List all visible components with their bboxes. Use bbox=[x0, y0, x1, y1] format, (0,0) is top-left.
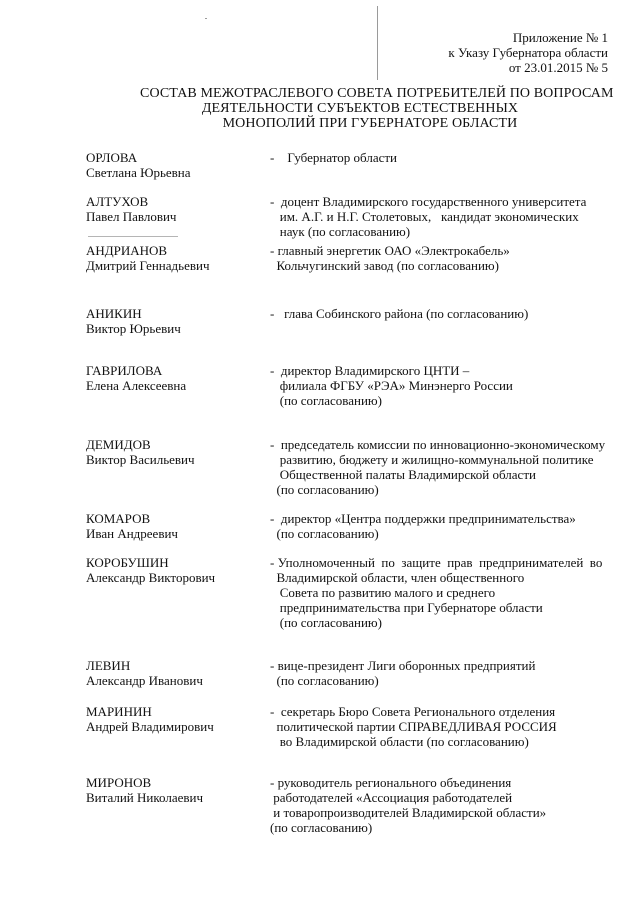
member-name bbox=[86, 658, 276, 688]
member-surname: КОРОБУШИН bbox=[86, 555, 169, 570]
member-role-line: - председатель комиссии по инновационно-экономическому bbox=[270, 437, 606, 452]
member-name bbox=[86, 704, 276, 734]
member-role bbox=[270, 363, 622, 408]
member-role-line: - главный энергетик ОАО «Электрокабель» bbox=[270, 243, 510, 258]
member-role-line: и товаропроизводителей Владимирской области» bbox=[270, 805, 547, 820]
member-surname: МИРОНОВ bbox=[86, 775, 152, 790]
title-line: МОНОПОЛИЙ ПРИ ГУБЕРНАТОРЕ ОБЛАСТИ bbox=[222, 116, 518, 131]
member-role-line: Кольчугинский завод (по согласованию) bbox=[270, 258, 499, 273]
member-name bbox=[86, 775, 276, 805]
member-role-line: наук (по согласованию) bbox=[270, 224, 411, 239]
member-name bbox=[86, 150, 276, 180]
member-role-line: (по согласованию) bbox=[270, 393, 382, 408]
member-role-line: - руководитель регионального объединения bbox=[270, 775, 512, 790]
member-role bbox=[270, 775, 622, 835]
member-surname: ГАВРИЛОВА bbox=[86, 363, 163, 378]
member-role-line: - Губернатор области bbox=[270, 150, 397, 165]
member-role bbox=[270, 150, 622, 165]
member-role-line: - доцент Владимирского государственного университета bbox=[270, 194, 587, 209]
member-given-name: Иван Андреевич bbox=[86, 526, 178, 541]
appendix-line: от 23.01.2015 № 5 bbox=[508, 60, 608, 75]
member-role-line: филиала ФГБУ «РЭА» Минэнерго России bbox=[270, 378, 513, 393]
member-role-line: Владимирской области, член общественного bbox=[270, 570, 525, 585]
member-role-line: (по согласованию) bbox=[270, 673, 379, 688]
member-given-name: Виталий Николаевич bbox=[86, 790, 203, 805]
member-name bbox=[86, 243, 276, 273]
member-role-line: - вице-президент Лиги оборонных предприятий bbox=[270, 658, 536, 673]
scan-artifact-dot bbox=[205, 18, 207, 19]
title-line: ДЕЯТЕЛЬНОСТИ СУБЪЕКТОВ ЕСТЕСТВЕННЫХ bbox=[201, 101, 519, 116]
member-role bbox=[270, 437, 622, 497]
member-role bbox=[270, 555, 622, 630]
member-surname: ЛЕВИН bbox=[86, 658, 131, 673]
member-role bbox=[270, 511, 622, 541]
member-given-name: Александр Викторович bbox=[86, 570, 216, 585]
scan-artifact-dash bbox=[88, 236, 178, 237]
member-role-line: (по согласованию) bbox=[270, 482, 379, 497]
member-role-line: - глава Собинского района (по согласованию) bbox=[270, 306, 529, 321]
member-given-name: Виктор Юрьевич bbox=[86, 321, 181, 336]
member-role-line: развитию, бюджету и жилищно-коммунальной политике bbox=[270, 452, 594, 467]
member-given-name: Дмитрий Геннадьевич bbox=[86, 258, 210, 273]
member-name bbox=[86, 555, 276, 585]
member-surname: ОРЛОВА bbox=[86, 150, 138, 165]
scan-artifact-line bbox=[377, 6, 378, 80]
member-name bbox=[86, 437, 276, 467]
appendix-line: к Указу Губернатора области bbox=[448, 45, 608, 60]
member-role-line: Совета по развитию малого и среднего bbox=[270, 585, 496, 600]
member-surname: АНИКИН bbox=[86, 306, 142, 321]
member-role-line: - Уполномоченный по защите прав предпринимателей во bbox=[270, 555, 603, 570]
member-role bbox=[270, 658, 622, 688]
document-title bbox=[140, 86, 614, 131]
member-role-line: - директор «Центра поддержки предпринимательства» bbox=[270, 511, 576, 526]
member-role-line: (по согласованию) bbox=[270, 820, 373, 835]
member-role-line: - секретарь Бюро Совета Регионального отделения bbox=[270, 704, 556, 719]
member-name bbox=[86, 363, 276, 393]
member-given-name: Павел Павлович bbox=[86, 209, 177, 224]
member-surname: АНДРИАНОВ bbox=[86, 243, 168, 258]
member-role bbox=[270, 306, 622, 321]
member-given-name: Александр Иванович bbox=[86, 673, 203, 688]
member-role-line: работодателей «Ассоциация работодателей bbox=[270, 790, 513, 805]
member-given-name: Андрей Владимирович bbox=[86, 719, 214, 734]
member-role-line: - директор Владимирского ЦНТИ – bbox=[270, 363, 470, 378]
member-role-line: во Владимирской области (по согласованию) bbox=[270, 734, 529, 749]
member-role bbox=[270, 704, 622, 749]
member-name bbox=[86, 194, 276, 224]
member-role-line: им. А.Г. и Н.Г. Столетовых, кандидат экономических bbox=[270, 209, 579, 224]
member-surname: ДЕМИДОВ bbox=[86, 437, 151, 452]
title-line: СОСТАВ МЕЖОТРАСЛЕВОГО СОВЕТА ПОТРЕБИТЕЛЕЙ ПО ВОПРОСАМ bbox=[140, 86, 614, 101]
member-given-name: Елена Алексеевна bbox=[86, 378, 187, 393]
member-role-line: (по согласованию) bbox=[270, 615, 382, 630]
member-given-name: Виктор Васильевич bbox=[86, 452, 195, 467]
member-surname: МАРИНИН bbox=[86, 704, 152, 719]
appendix-header bbox=[398, 30, 608, 75]
member-surname: АЛТУХОВ bbox=[86, 194, 149, 209]
member-role-line: политической партии СПРАВЕДЛИВАЯ РОССИЯ bbox=[270, 719, 557, 734]
member-role-line: предпринимательства при Губернаторе области bbox=[270, 600, 543, 615]
appendix-line: Приложение № 1 bbox=[512, 30, 608, 45]
member-name bbox=[86, 306, 276, 336]
member-role-line: Общественной палаты Владимирской области bbox=[270, 467, 536, 482]
member-role bbox=[270, 194, 622, 239]
member-given-name: Светлана Юрьевна bbox=[86, 165, 191, 180]
member-surname: КОМАРОВ bbox=[86, 511, 151, 526]
member-role bbox=[270, 243, 622, 273]
member-role-line: (по согласованию) bbox=[270, 526, 379, 541]
member-name bbox=[86, 511, 276, 541]
